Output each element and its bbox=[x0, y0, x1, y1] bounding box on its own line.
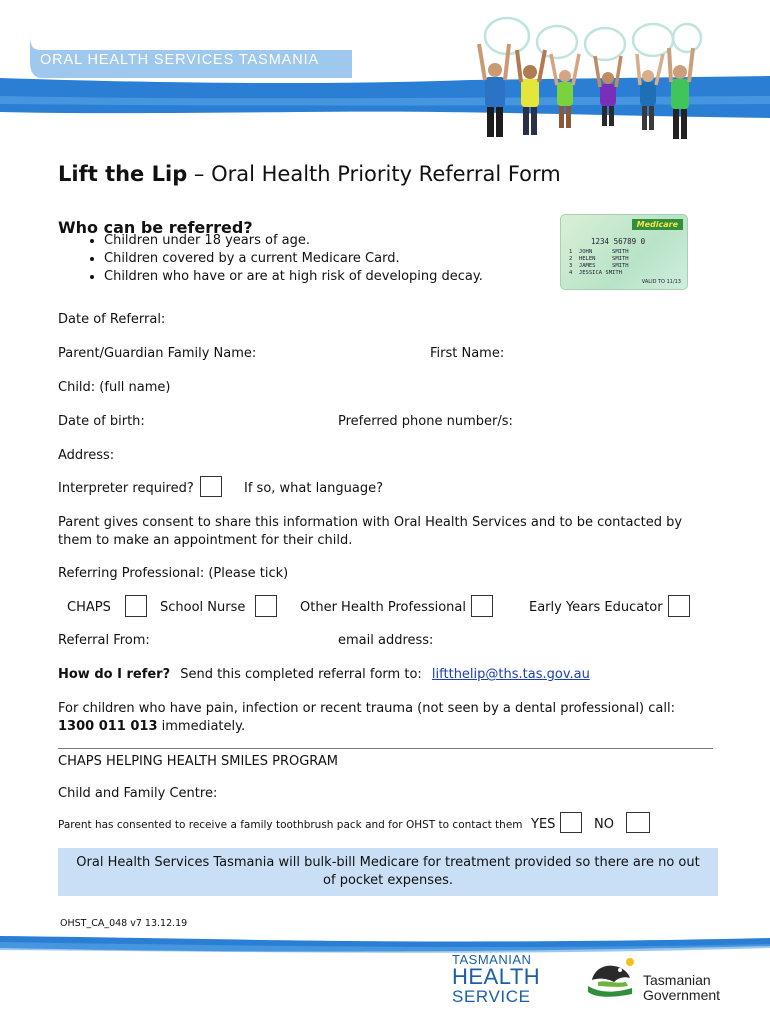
who-bullet-list bbox=[58, 232, 483, 286]
option-school-nurse-label: School Nurse bbox=[160, 600, 246, 615]
section-divider bbox=[58, 748, 713, 749]
parent-family-name-label: Parent/Guardian Family Name: bbox=[58, 346, 257, 361]
ths-line-1: TASMANIAN bbox=[452, 952, 532, 967]
language-label: If so, what language? bbox=[244, 481, 384, 496]
list-item: • Children covered by a current Medicare Card. bbox=[104, 250, 483, 268]
who-heading: Who can be referred? bbox=[58, 218, 253, 237]
form-code: OHST_CA_048 v7 13.12.19 bbox=[60, 918, 188, 929]
email-address-label: email address: bbox=[338, 633, 434, 648]
bulk-bill-notice bbox=[58, 848, 718, 896]
school-nurse-checkbox[interactable] bbox=[255, 595, 277, 617]
medicare-line: 1 JOHN SMITH bbox=[569, 249, 629, 255]
toothbrush-consent-text: Parent has consented to receive a family toothbrush pack and for OHST to contact them bbox=[58, 819, 523, 831]
child-name-label: Child: (full name) bbox=[58, 380, 171, 395]
medicare-valid: VALID TO 11/13 bbox=[641, 279, 681, 285]
option-other-health-label: Other Health Professional bbox=[300, 600, 466, 615]
list-item: • Children under 18 years of age. bbox=[104, 232, 483, 250]
phone-label: Preferred phone number/s: bbox=[338, 414, 513, 429]
how-refer-text: Send this completed referral form to: bbox=[180, 667, 422, 682]
yes-label: YES bbox=[531, 817, 556, 832]
early-years-checkbox[interactable] bbox=[668, 595, 690, 617]
other-health-checkbox[interactable] bbox=[471, 595, 493, 617]
how-to-refer bbox=[58, 667, 590, 682]
option-chaps-label: CHAPS bbox=[67, 600, 111, 615]
children-illustration bbox=[465, 10, 705, 145]
title-bold: Lift the Lip bbox=[58, 162, 188, 186]
bulk-bill-text: Oral Health Services Tasmania will bulk-bill Medicare for treatment provided so there are no out of pocket expenses. bbox=[76, 855, 700, 888]
interpreter-label: Interpreter required? bbox=[58, 481, 194, 496]
medicare-line: 2 HELEN SMITH bbox=[569, 256, 629, 262]
medicare-card-image bbox=[560, 214, 688, 290]
page-title bbox=[58, 162, 561, 186]
no-checkbox[interactable] bbox=[626, 812, 650, 833]
ths-logo bbox=[452, 953, 552, 1005]
urgent-phone: 1300 011 013 bbox=[58, 719, 158, 734]
gov-line-1: Tasmanian bbox=[643, 972, 711, 988]
gov-line-2: Government bbox=[643, 986, 721, 1003]
address-label: Address: bbox=[58, 448, 115, 463]
ths-line-2: HEALTH bbox=[452, 964, 541, 989]
list-item: • Children who have or are at high risk of developing decay. bbox=[104, 268, 483, 286]
footer-swoosh-graphic bbox=[0, 920, 770, 960]
title-rest: – Oral Health Priority Referral Form bbox=[187, 162, 561, 186]
date-of-referral-label: Date of Referral: bbox=[58, 312, 166, 327]
option-early-years-label: Early Years Educator bbox=[529, 600, 663, 615]
referral-from-label: Referral From: bbox=[58, 633, 150, 648]
chaps-checkbox[interactable] bbox=[125, 595, 147, 617]
medicare-number: 1234 56789 0 bbox=[591, 237, 646, 246]
how-refer-heading: How do I refer? bbox=[58, 667, 171, 682]
dob-label: Date of birth: bbox=[58, 414, 145, 429]
medicare-line: 3 JAMES SMITH bbox=[569, 263, 629, 269]
urgent-suffix: immediately. bbox=[157, 719, 246, 734]
org-name: ORAL HEALTH SERVICES TASMANIA bbox=[40, 52, 320, 68]
ths-line-3: SERVICE bbox=[452, 987, 531, 1006]
child-family-centre-label: Child and Family Centre: bbox=[58, 786, 218, 801]
chaps-heading: CHAPS HELPING HEALTH SMILES PROGRAM bbox=[58, 754, 338, 769]
referral-email-link[interactable]: liftthelip@ths.tas.gov.au bbox=[431, 667, 590, 682]
medicare-brand: Medicare bbox=[632, 219, 683, 230]
interpreter-checkbox[interactable] bbox=[200, 476, 222, 497]
no-label: NO bbox=[594, 817, 614, 832]
consent-text: Parent gives consent to share this information with Oral Health Services and to be contacted by them to make an appointment for their child. bbox=[58, 515, 683, 548]
urgent-notice bbox=[58, 700, 708, 736]
referring-professional-label: Referring Professional: (Please tick) bbox=[58, 566, 289, 581]
urgent-text: For children who have pain, infection or recent trauma (not seen by a dental professional) call: bbox=[58, 701, 675, 716]
medicare-line: 4 JESSICA SMITH bbox=[569, 270, 622, 276]
tasmanian-devil-emblem-icon bbox=[584, 952, 640, 1000]
tas-gov-logo-text bbox=[643, 973, 720, 1002]
first-name-label: First Name: bbox=[430, 346, 505, 361]
yes-checkbox[interactable] bbox=[560, 812, 582, 833]
